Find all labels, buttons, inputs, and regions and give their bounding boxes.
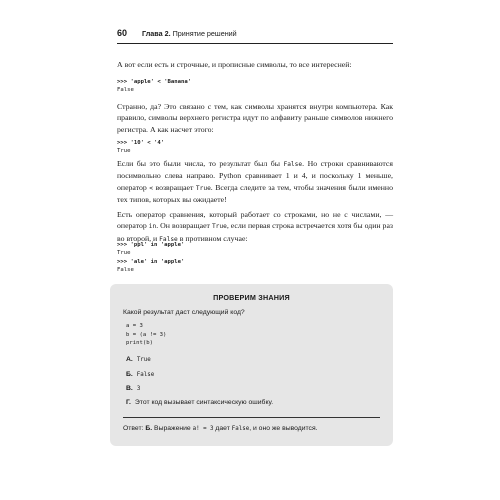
code-line: b = (a != 3) <box>126 331 167 338</box>
option-text: False <box>136 372 155 378</box>
code-line: >>> '10' < '4' <box>117 140 165 146</box>
answer-prefix: Ответ: <box>123 425 146 432</box>
option-label: Г. <box>126 399 131 406</box>
code-line: print(b) <box>126 340 153 347</box>
text-run: Если бы это были числа, то результат был бы <box>117 159 284 168</box>
text-run: . Всегда следите за тем, чтобы значения были именно тех типов, которых вы ожидаете! <box>117 182 393 205</box>
text-run: , и оно же выводится. <box>249 425 318 432</box>
option-label: А. <box>126 356 133 363</box>
code-line: True <box>117 250 131 257</box>
quiz-title: ПРОВЕРИМ ЗНАНИЯ <box>213 293 290 302</box>
paragraph-4 <box>117 209 393 245</box>
option-text: Этот код вызывает синтаксическую ошибку. <box>134 399 274 406</box>
quiz-box <box>110 284 393 446</box>
inline-code: < <box>149 184 153 192</box>
paragraph-3 <box>117 158 393 206</box>
text-run: в противном случае: <box>177 233 248 243</box>
code-line: >>> 'apple' < 'Banana' <box>117 79 192 85</box>
text-run: . Но строки сравниваются посимвольно слева направо. Python сравнивает 1 и 4, и поскольку 1 меньше, оператор <box>117 159 393 192</box>
paragraph-2: Странно, да? Это связано с тем, как символы хранятся внутри компьютера. Как правило, символы верхнего регистра идут по алфавиту раньше символов нижнего регистра. А как насчет этого: <box>117 102 393 134</box>
quiz-option-d <box>126 399 273 406</box>
code-block-3 <box>117 241 184 275</box>
text-run: дает <box>213 425 232 432</box>
quiz-option-a <box>126 356 151 363</box>
divider <box>123 417 380 418</box>
inline-code: False <box>231 426 250 432</box>
quiz-code <box>126 322 166 348</box>
inline-code: True <box>211 223 227 231</box>
option-text: True <box>136 357 151 363</box>
code-line: False <box>117 267 134 274</box>
code-block-2 <box>117 139 164 156</box>
code-line: >>> 'ale' in 'apple' <box>117 258 185 265</box>
text-run: , если первая строка встречается хотя бы один раз во второй, и <box>117 221 393 243</box>
code-line: True <box>117 148 131 155</box>
code-block-1 <box>117 78 191 95</box>
option-text: 3 <box>136 386 141 392</box>
inline-code: False <box>159 235 178 243</box>
text-run: возвращает <box>152 182 196 192</box>
inline-code: False <box>283 161 303 168</box>
answer-label: Б. <box>145 425 153 432</box>
inline-code: True <box>195 184 211 192</box>
page-header <box>117 27 393 44</box>
code-line: >>> 'ppl' in 'apple' <box>117 242 185 248</box>
inline-code: in <box>148 223 157 231</box>
option-label: В. <box>126 385 133 392</box>
chapter-title: Принятие решений <box>172 29 237 38</box>
chapter-label: Глава 2. <box>142 29 171 38</box>
page-number: 60 <box>117 28 128 38</box>
option-label: Б. <box>126 371 133 378</box>
text-run: Есть оператор сравнения, который работает со строками, но не с числами, — оператор <box>117 210 393 231</box>
inline-code: a! = 3 <box>192 426 214 432</box>
text-run: Выражение <box>152 425 193 432</box>
code-line: a = 3 <box>126 323 143 329</box>
quiz-question: Какой результат даст следующий код? <box>123 309 245 316</box>
paragraph-1: А вот если есть и строчные, и прописные символы, то все интересней: <box>117 60 352 69</box>
quiz-answer <box>123 425 318 432</box>
text-run: . Он возвращает <box>156 221 212 231</box>
code-line: False <box>117 87 134 94</box>
quiz-option-b <box>126 371 154 378</box>
quiz-option-c <box>126 385 140 392</box>
chapter-heading <box>142 29 237 38</box>
